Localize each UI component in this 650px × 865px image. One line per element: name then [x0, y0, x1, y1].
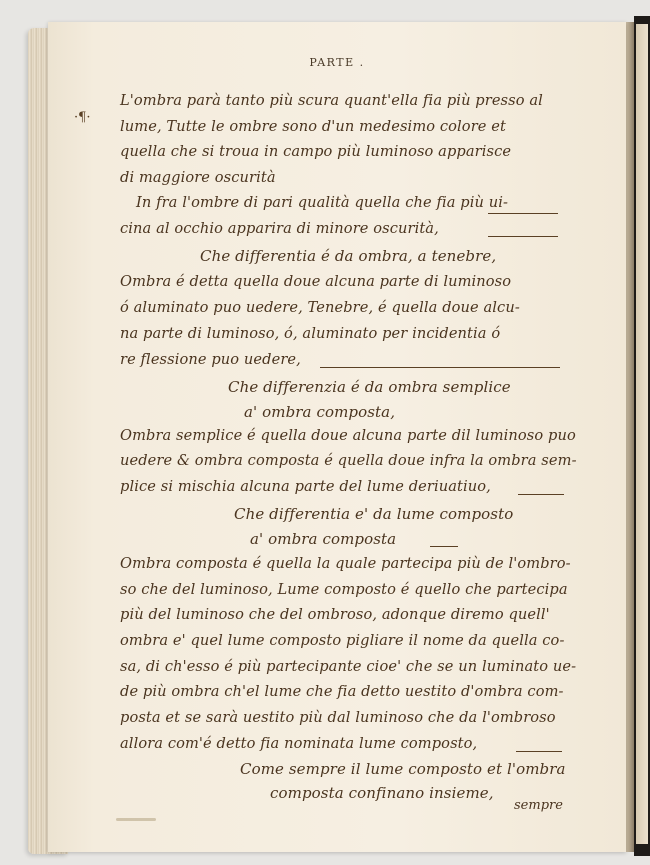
section-heading: Che differentia e' da lume composto — [234, 505, 514, 523]
text-line: allora com'é detto fia nominata lume composto, — [120, 735, 478, 752]
ink-smudge — [116, 818, 156, 821]
text-line: so che del luminoso, Lume composto é quello che partecipa — [120, 581, 568, 598]
line-filler-stroke — [518, 494, 564, 495]
text-line: cina al occhio apparira di minore oscurità, — [120, 220, 439, 237]
line-filler-stroke — [430, 546, 458, 547]
text-line: sa, di ch'esso é più partecipante cioe' che se un luminato ue- — [120, 658, 577, 675]
line-filler-stroke — [488, 236, 558, 237]
text-line: uedere & ombra composta é quella doue infra la ombra sem- — [120, 452, 577, 469]
section-heading: Che differentia é da ombra, a tenebre, — [200, 247, 497, 265]
text-line: posta et se sarà uestito più dal luminoso che da l'ombroso — [120, 709, 556, 726]
text-line: ó aluminato puo uedere, Tenebre, é quella doue alcu- — [120, 299, 520, 316]
text-line: de più ombra ch'el lume che fia detto uestito d'ombra com- — [120, 683, 564, 700]
text-line: plice si mischia alcuna parte del lume deriuatiuo, — [120, 478, 491, 495]
book-gutter — [626, 22, 634, 852]
text-line: lume, Tutte le ombre sono d'un medesimo colore et — [120, 118, 506, 135]
text-line: Ombra semplice é quella doue alcuna parte dil luminoso puo — [120, 427, 576, 444]
text-line: In fra l'ombre di pari qualità quella che fia più ui- — [136, 194, 509, 211]
section-heading: Come sempre il lume composto et l'ombra — [240, 760, 566, 778]
manuscript-page — [48, 22, 626, 852]
text-line: ombra e' quel lume composto pigliare il nome da quella co- — [120, 632, 565, 649]
facing-page-edge — [636, 24, 648, 844]
text-line: na parte di luminoso, ó, aluminato per incidentia ó — [120, 325, 501, 342]
text-line: più del luminoso che del ombroso, adonque diremo quell' — [120, 606, 550, 623]
text-line: L'ombra parà tanto più scura quant'ella fia più presso al — [120, 92, 543, 109]
section-heading: composta confinano insieme, — [270, 784, 494, 802]
text-line: re flessione puo uedere, — [120, 351, 301, 368]
section-heading: Che differenzia é da ombra semplice — [228, 378, 511, 396]
line-filler-stroke — [320, 367, 560, 368]
paragraph-mark-icon: ·¶· — [74, 110, 91, 125]
catchword: sempre — [514, 798, 563, 813]
section-heading: a' ombra composta, — [244, 403, 396, 421]
line-filler-stroke — [516, 751, 562, 752]
page-header: PARTE . — [309, 56, 365, 69]
text-line: di maggiore oscurità — [120, 169, 276, 186]
text-line: quella che si troua in campo più luminoso apparisce — [120, 143, 512, 160]
line-filler-stroke — [488, 213, 558, 214]
text-line: Ombra é detta quella doue alcuna parte di luminoso — [120, 273, 512, 290]
text-line: Ombra composta é quella la quale partecipa più de l'ombro- — [120, 555, 571, 572]
section-heading: a' ombra composta — [250, 530, 397, 548]
